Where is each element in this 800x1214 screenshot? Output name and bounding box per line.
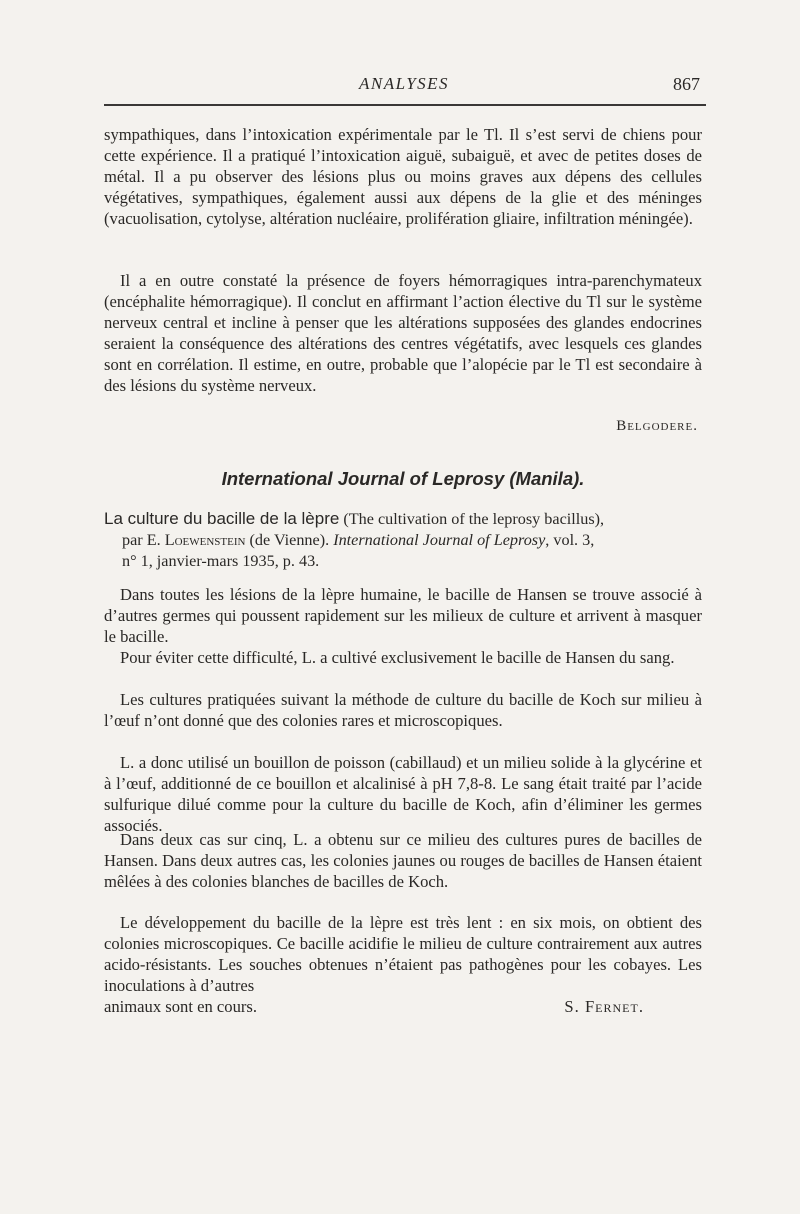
- review2-paragraph-1: Dans toutes les lésions de la lèpre humaine, le bacille de Hansen se trouve associé à d’autres germes qui poussent rapidement sur les milieux de culture et arrivent à masquer le bacille.: [104, 585, 702, 646]
- review2-paragraph-6: Le développement du bacille de la lèpre est très lent : en six mois, on obtient des colonies microscopiques. Ce bacille acidifie le milieu de culture contrairement aux autres acido-résistants. Les souches obtenues n’étaient pas pathogènes pour les cobayes. Les inoculations à d’autres: [104, 913, 702, 995]
- article-volume: , vol. 3,: [545, 531, 595, 549]
- article-heading: [104, 508, 702, 572]
- article-subtitle: (The cultivation of the leprosy bacillus),: [339, 510, 605, 528]
- running-title: ANALYSES: [358, 74, 450, 93]
- byline-par: par E.: [122, 531, 165, 549]
- article-title: La culture du bacille de la lèpre: [104, 509, 340, 528]
- review2-paragraph-2: Pour éviter cette difficulté, L. a cultivé exclusivement le bacille de Hansen du sang.: [120, 648, 675, 667]
- article-affiliation: (de Vienne).: [245, 531, 334, 549]
- review2-paragraph-3: Les cultures pratiquées suivant la méthode de culture du bacille de Koch sur milieu à l’œuf n’ont donné que des colonies rares et microscopiques.: [104, 690, 702, 730]
- header-rule: [104, 104, 706, 106]
- running-head: [104, 74, 704, 98]
- review2-paragraph-5: Dans deux cas sur cinq, L. a obtenu sur ce milieu des cultures pures de bacilles de Hansen. Dans deux autres cas, les colonies jaunes ou rouges de bacilles de Hansen étaient mêlées à des colonies blanches de bacilles de Koch.: [104, 830, 702, 891]
- review2-paragraph-4: L. a donc utilisé un bouillon de poisson (cabillaud) et un milieu solide à la glycérine et à l’œuf, additionné de ce bouillon et alcalinisé à pH 7,8-8. Le sang était traité par l’acide sulfurique dilué comme pour la culture du bacille de Koch, afin d’éliminer les germes associés.: [104, 753, 702, 835]
- page-number: 867: [673, 74, 700, 94]
- article-issue: n° 1, janvier-mars 1935, p. 43.: [122, 552, 320, 570]
- review1-signature: Belgodere.: [616, 418, 698, 434]
- journal-heading: International Journal of Leprosy (Manila).: [221, 468, 585, 489]
- article-author: Loewenstein: [164, 531, 246, 549]
- article-byline: [104, 530, 702, 551]
- article-journal: International Journal of Leprosy: [333, 531, 546, 549]
- review1-paragraph-1: sympathiques, dans l’intoxication expérimentale par le Tl. Il s’est servi de chiens pour cette expérience. Il a pratiqué l’intoxication aiguë, subaiguë, et avec de petites doses de métal. Il a pu observer des lésions plus ou moins graves aux dépens des cellules végétatives, sympathiques, également aussi aux dépens de la glie et des méninges (vacuolisation, cytolyse, altération nucléaire, prolifération gliaire, infiltration méningée).: [104, 125, 702, 228]
- review1-paragraph-2: Il a en outre constaté la présence de foyers hémorragiques intra-parenchymateux (encéphalite hémorragique). Il conclut en affirmant l’action élective du Tl sur le système nerveux central et incline à penser que les altérations supposées des glandes endocrines seraient la conséquence des altérations des centres végétatifs, avec lesquels ces glandes sont en corrélation. Il estime, en outre, probable que l’alopécie par le Tl est secondaire à des lésions du système nerveux.: [104, 271, 702, 395]
- review2-paragraph-6-end: animaux sont en cours.: [104, 997, 257, 1016]
- review2-signature: S. Fernet.: [564, 997, 644, 1016]
- review2-closing-line: [104, 996, 702, 1017]
